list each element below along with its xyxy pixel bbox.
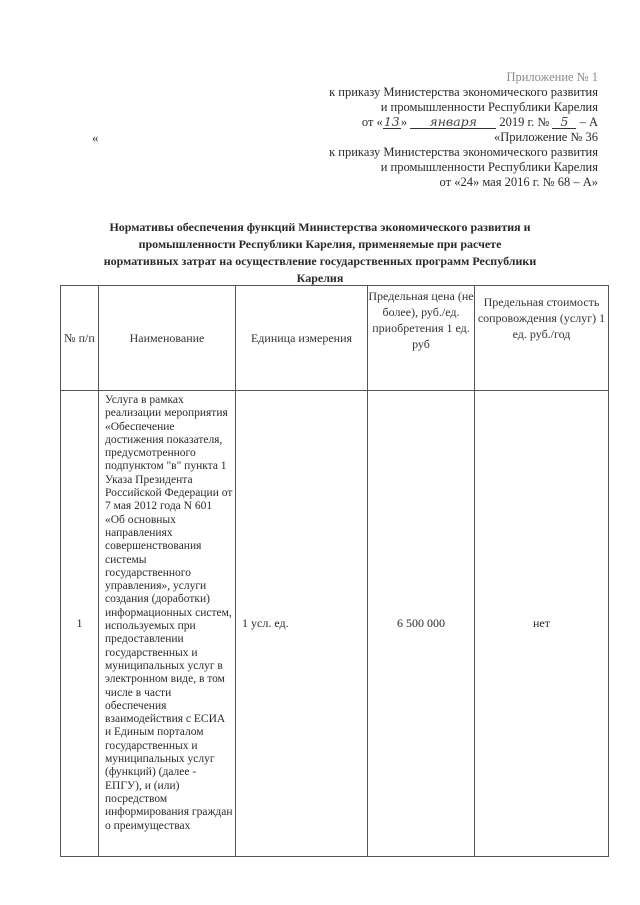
order-prefix: от « — [361, 115, 383, 129]
row-support: нет — [475, 391, 609, 857]
row-unit: 1 усл. ед. — [236, 391, 368, 857]
appendix-header — [329, 70, 598, 130]
appendix-number: Приложение № 1 — [506, 70, 598, 84]
document-title: Нормативы обеспечения функций Министерства экономического развития и промышленности Республики Карелия, применяемые при расчете нормативных затрат на осуществление государственных программ Республики Карелия — [103, 220, 537, 285]
previous-appendix-number: «Приложение № 36 — [493, 130, 598, 144]
previous-appendix-header — [329, 130, 598, 190]
table-row — [61, 391, 609, 857]
order-month: января — [410, 115, 496, 129]
previous-appendix-date: от «24» мая 2016 г. № 68 – А» — [439, 175, 598, 189]
col-unit-header: Единица измерения — [236, 286, 368, 391]
col-number-header: № п/п — [61, 286, 99, 391]
order-date-line — [329, 115, 598, 130]
order-number: 5 — [552, 115, 576, 129]
norms-table — [60, 285, 609, 857]
col-name-header: Наименование — [99, 286, 236, 391]
col-price-header: Предельная цена (не более), руб./ед. приобретения 1 ед. руб — [368, 286, 475, 391]
appendix-ministry-line: к приказу Министерства экономического развития — [329, 85, 598, 99]
row-number: 1 — [61, 391, 99, 857]
order-quote-close: » — [400, 115, 408, 129]
order-suffix: – А — [579, 115, 598, 129]
appendix-republic-line: и промышленности Республики Карелия — [380, 100, 598, 114]
opening-quote: « — [92, 130, 99, 145]
col-support-header: Предельная стоимость сопровождения (услуг) 1 ед. руб./год — [475, 286, 609, 391]
previous-appendix-republic: и промышленности Республики Карелия — [380, 160, 598, 174]
order-day: 13 — [383, 114, 400, 129]
row-price: 6 500 000 — [368, 391, 475, 857]
table-header-row — [61, 286, 609, 391]
order-year: 2019 г. № — [499, 115, 550, 129]
previous-appendix-ministry: к приказу Министерства экономического развития — [329, 145, 598, 159]
row-name: Услуга в рамках реализации мероприятия «Обеспечение достижения показателя, предусмотренного подпунктом "в" пункта 1 Указа Президента Российской Федерации от 7 мая 2012 года N 601 «Об основных направлениях совершенствования системы государственного управления», услуги создания (доработки) информационных систем, используемых при предоставлении государственных и муниципальных услуг в электронном виде, в том числе в части обеспечения взаимодействия с ЕСИА и Единым порталом государственных и муниципальных услуг (функций) (далее - ЕПГУ), и (или) посредством информирования граждан о преимуществах — [99, 391, 236, 857]
